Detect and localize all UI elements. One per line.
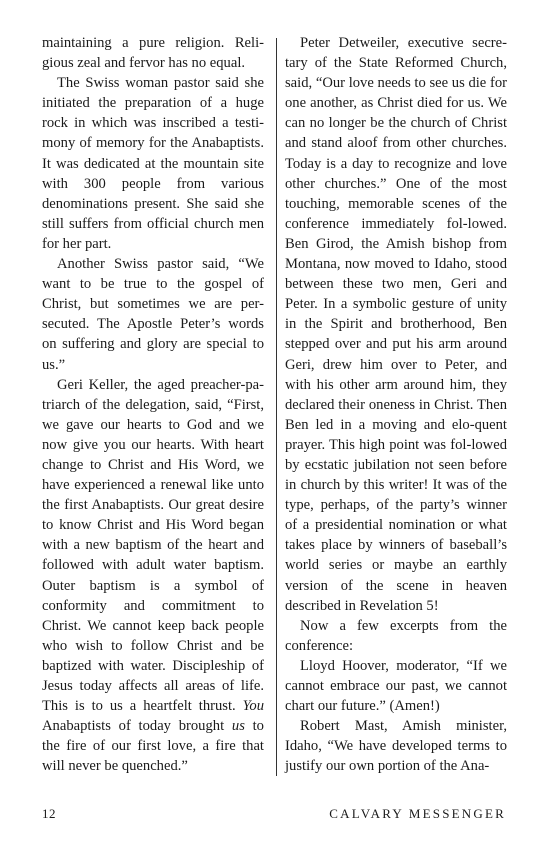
paragraph: Another Swiss pastor said, “We want to be true to the gospel of Christ, but sometimes we are per-secuted. The Apostle Peter’s words on suffering and glory are special to us.” [42, 256, 264, 373]
paragraph: Now a few excerpts from the conference: [285, 617, 507, 654]
left-column [42, 33, 264, 776]
page-number: 12 [42, 806, 56, 821]
publication-title: CALVARY MESSENGER [329, 806, 506, 821]
paragraph-text: Anabaptists of today brought [42, 718, 225, 735]
paragraph [42, 375, 264, 777]
column-divider [276, 38, 277, 776]
paragraph: The Swiss woman pastor said she initiated the preparation of a huge rock in which was inscribed a testi-mony of memory for the Anabaptists. It was dedicated at the mountain site with 300 people from various denominations present. She said she still suffers from official church men for her part. [42, 75, 264, 252]
paragraph: Peter Detweiler, executive secre-tary of the State Reformed Church, said, “Our love needs to see us die for one another, as Christ died for us. We can no longer be the church of Christ and stand aloof from other churches. Today is a day to recognize and love other churches.” One of the most touching, memorable scenes of the conference immediately fol-lowed. Ben Girod, the Amish bishop from Montana, now moved to Idaho, stood between these two men, Geri and Peter. In a symbolic gesture of unity in the Spirit and brotherhood, Ben stepped over and put his arm around Geri, drew him over to Peter, and with his other arm around him, they declared their oneness in Christ. Then Ben led in a moving and elo-quent prayer. This high point was fol-lowed by ecstatic jubilation not seen before in church by this writer! It was of the type, perhaps, of the party’s winner of a presidential nomination or what takes place by winners of baseball’s world series or maybe an earthly version of the scene in heaven described in Revelation 5! [285, 35, 507, 614]
paragraph-text: to the fire of our first love, a fire that will never be quenched.” [42, 718, 264, 775]
emphasis-text: You [242, 698, 264, 715]
right-column [285, 33, 507, 776]
paragraph-text: Geri Keller, the aged preacher-pa-triarch of the delegation, said, “First, we gave our hearts to God and we now give you our hearts. With heart change to Christ and His Word, we have experienced a renewal like unto the first Anabaptists. Our great desire to know Christ and His Word began with a new baptism of the heart and followed with adult water baptism. Outer baptism is a symbol of conformity and commitment to Christ. We cannot keep back people who wish to follow Christ and be baptized with water. Discipleship of Jesus today affects all areas of life. This is to us a heartfelt thrust. [42, 376, 264, 715]
emphasis-text: us [231, 718, 245, 735]
paragraph: Robert Mast, Amish minister, Idaho, “We have developed terms to justify our own portion of the Ana- [285, 718, 507, 775]
paragraph: maintaining a pure religion. Reli-gious zeal and fervor has no equal. [42, 35, 264, 72]
paragraph: Lloyd Hoover, moderator, “If we cannot embrace our past, we cannot chart our future.” (Amen!) [285, 657, 507, 715]
